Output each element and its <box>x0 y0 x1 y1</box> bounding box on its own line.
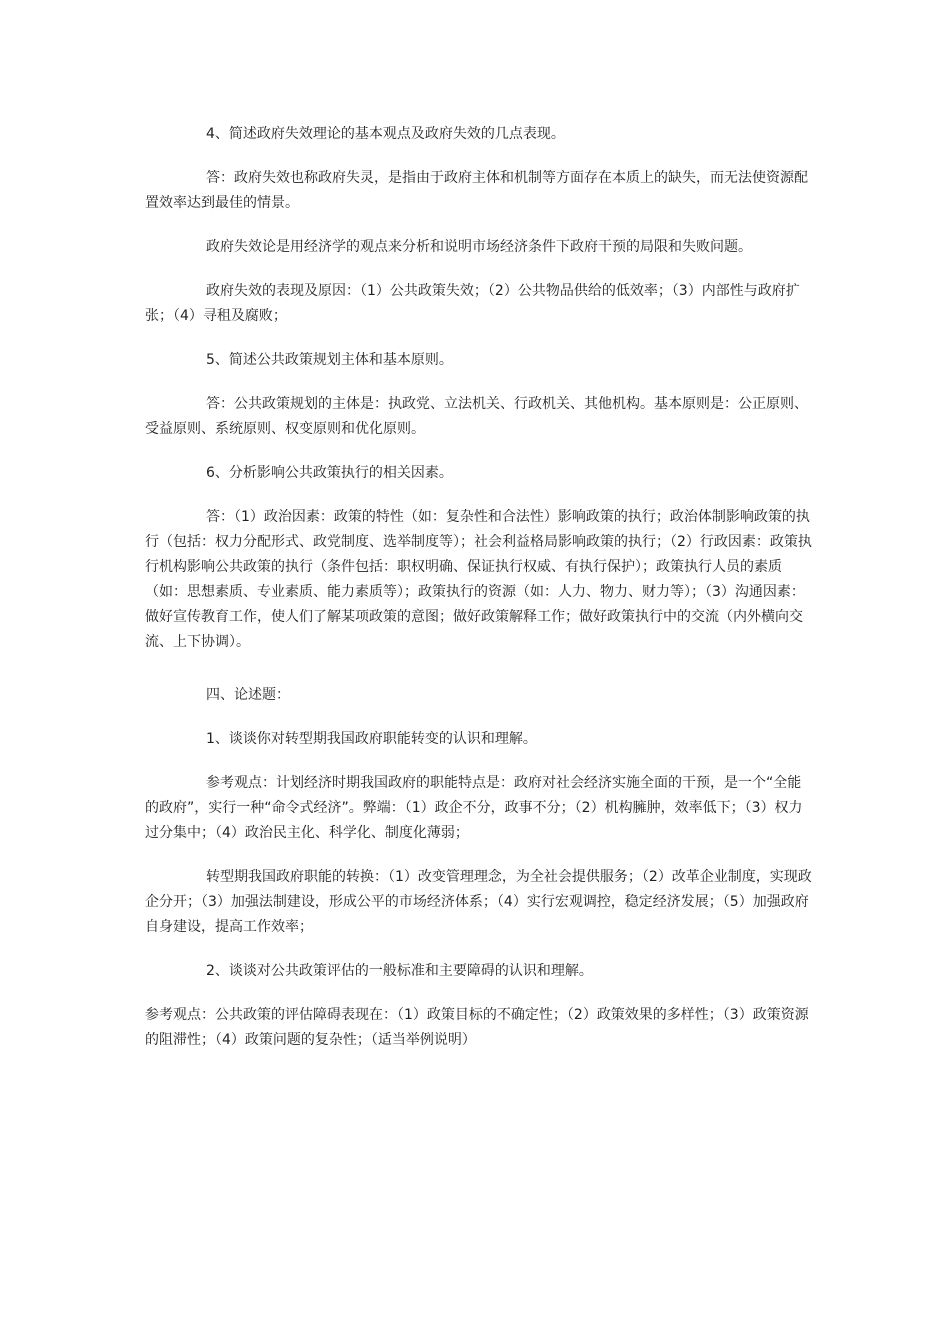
answer-4-theory: 政府失效论是用经济学的观点来分析和说明市场经济条件下政府干预的局限和失败问题。 <box>206 239 752 255</box>
essay-2-reference-view: 参考观点：公共政策的评估障碍表现在：（1）政策目标的不确定性；（2）政策效果的多样性；（3）政策资源的阻滞性；（4）政策问题的复杂性；（适当举例说明） <box>145 1007 809 1048</box>
essay-1-heading: 1、谈谈你对转型期我国政府职能转变的认识和理解。 <box>206 731 537 747</box>
document-body <box>145 122 813 1072</box>
answer-4-definition: 答：政府失效也称政府失灵，是指由于政府主体和机制等方面存在本质上的缺失，而无法使资源配置效率达到最佳的情景。 <box>145 170 808 211</box>
question-6-heading: 6、分析影响公共政策执行的相关因素。 <box>206 465 453 481</box>
answer-4-manifestations: 政府失效的表现及原因：（1）公共政策失效；（2）公共物品供给的低效率；（3）内部性与政府扩张；（4）寻租及腐败； <box>145 283 800 324</box>
essay-1-transformation: 转型期我国政府职能的转换：（1）改变管理理念，为全社会提供服务；（2）改革企业制度，实现政企分开；（3）加强法制建设，形成公平的市场经济体系；（4）实行宏观调控，稳定经济发展；（5）加强政府自身建设，提高工作效率； <box>145 869 812 935</box>
essay-1-reference-view: 参考观点：计划经济时期我国政府的职能特点是：政府对社会经济实施全面的干预，是一个“全能的政府”，实行一种“命令式经济”。弊端：（1）政企不分，政事不分；（2）机构臃肿，效率低下；（3）权力过分集中；（4）政治民主化、科学化、制度化薄弱； <box>145 775 803 841</box>
question-4-heading: 4、简述政府失效理论的基本观点及政府失效的几点表现。 <box>206 126 565 142</box>
answer-5: 答：公共政策规划的主体是：执政党、立法机关、行政机关、其他机构。基本原则是：公正原则、受益原则、系统原则、权变原则和优化原则。 <box>145 396 808 437</box>
question-5-heading: 5、简述公共政策规划主体和基本原则。 <box>206 352 453 368</box>
answer-6: 答：（1）政治因素：政策的特性（如：复杂性和合法性）影响政策的执行；政治体制影响政策的执行（包括：权力分配形式、政党制度、选举制度等）；社会利益格局影响政策的执行；（2）行政因素：政策执行机构影响公共政策的执行（条件包括：职权明确、保证执行权威、有执行保护）；政策执行人员的素质（如：思想素质、专业素质、能力素质等）；政策执行的资源（如：人力、物力、财力等）；（3）沟通因素：做好宣传教育工作，使人们了解某项政策的意图；做好政策解释工作；做好政策执行中的交流（内外横向交流、上下协调）。 <box>145 509 812 650</box>
section-4-heading: 四、论述题： <box>206 687 290 703</box>
essay-2-heading: 2、谈谈对公共政策评估的一般标准和主要障碍的认识和理解。 <box>206 963 593 979</box>
